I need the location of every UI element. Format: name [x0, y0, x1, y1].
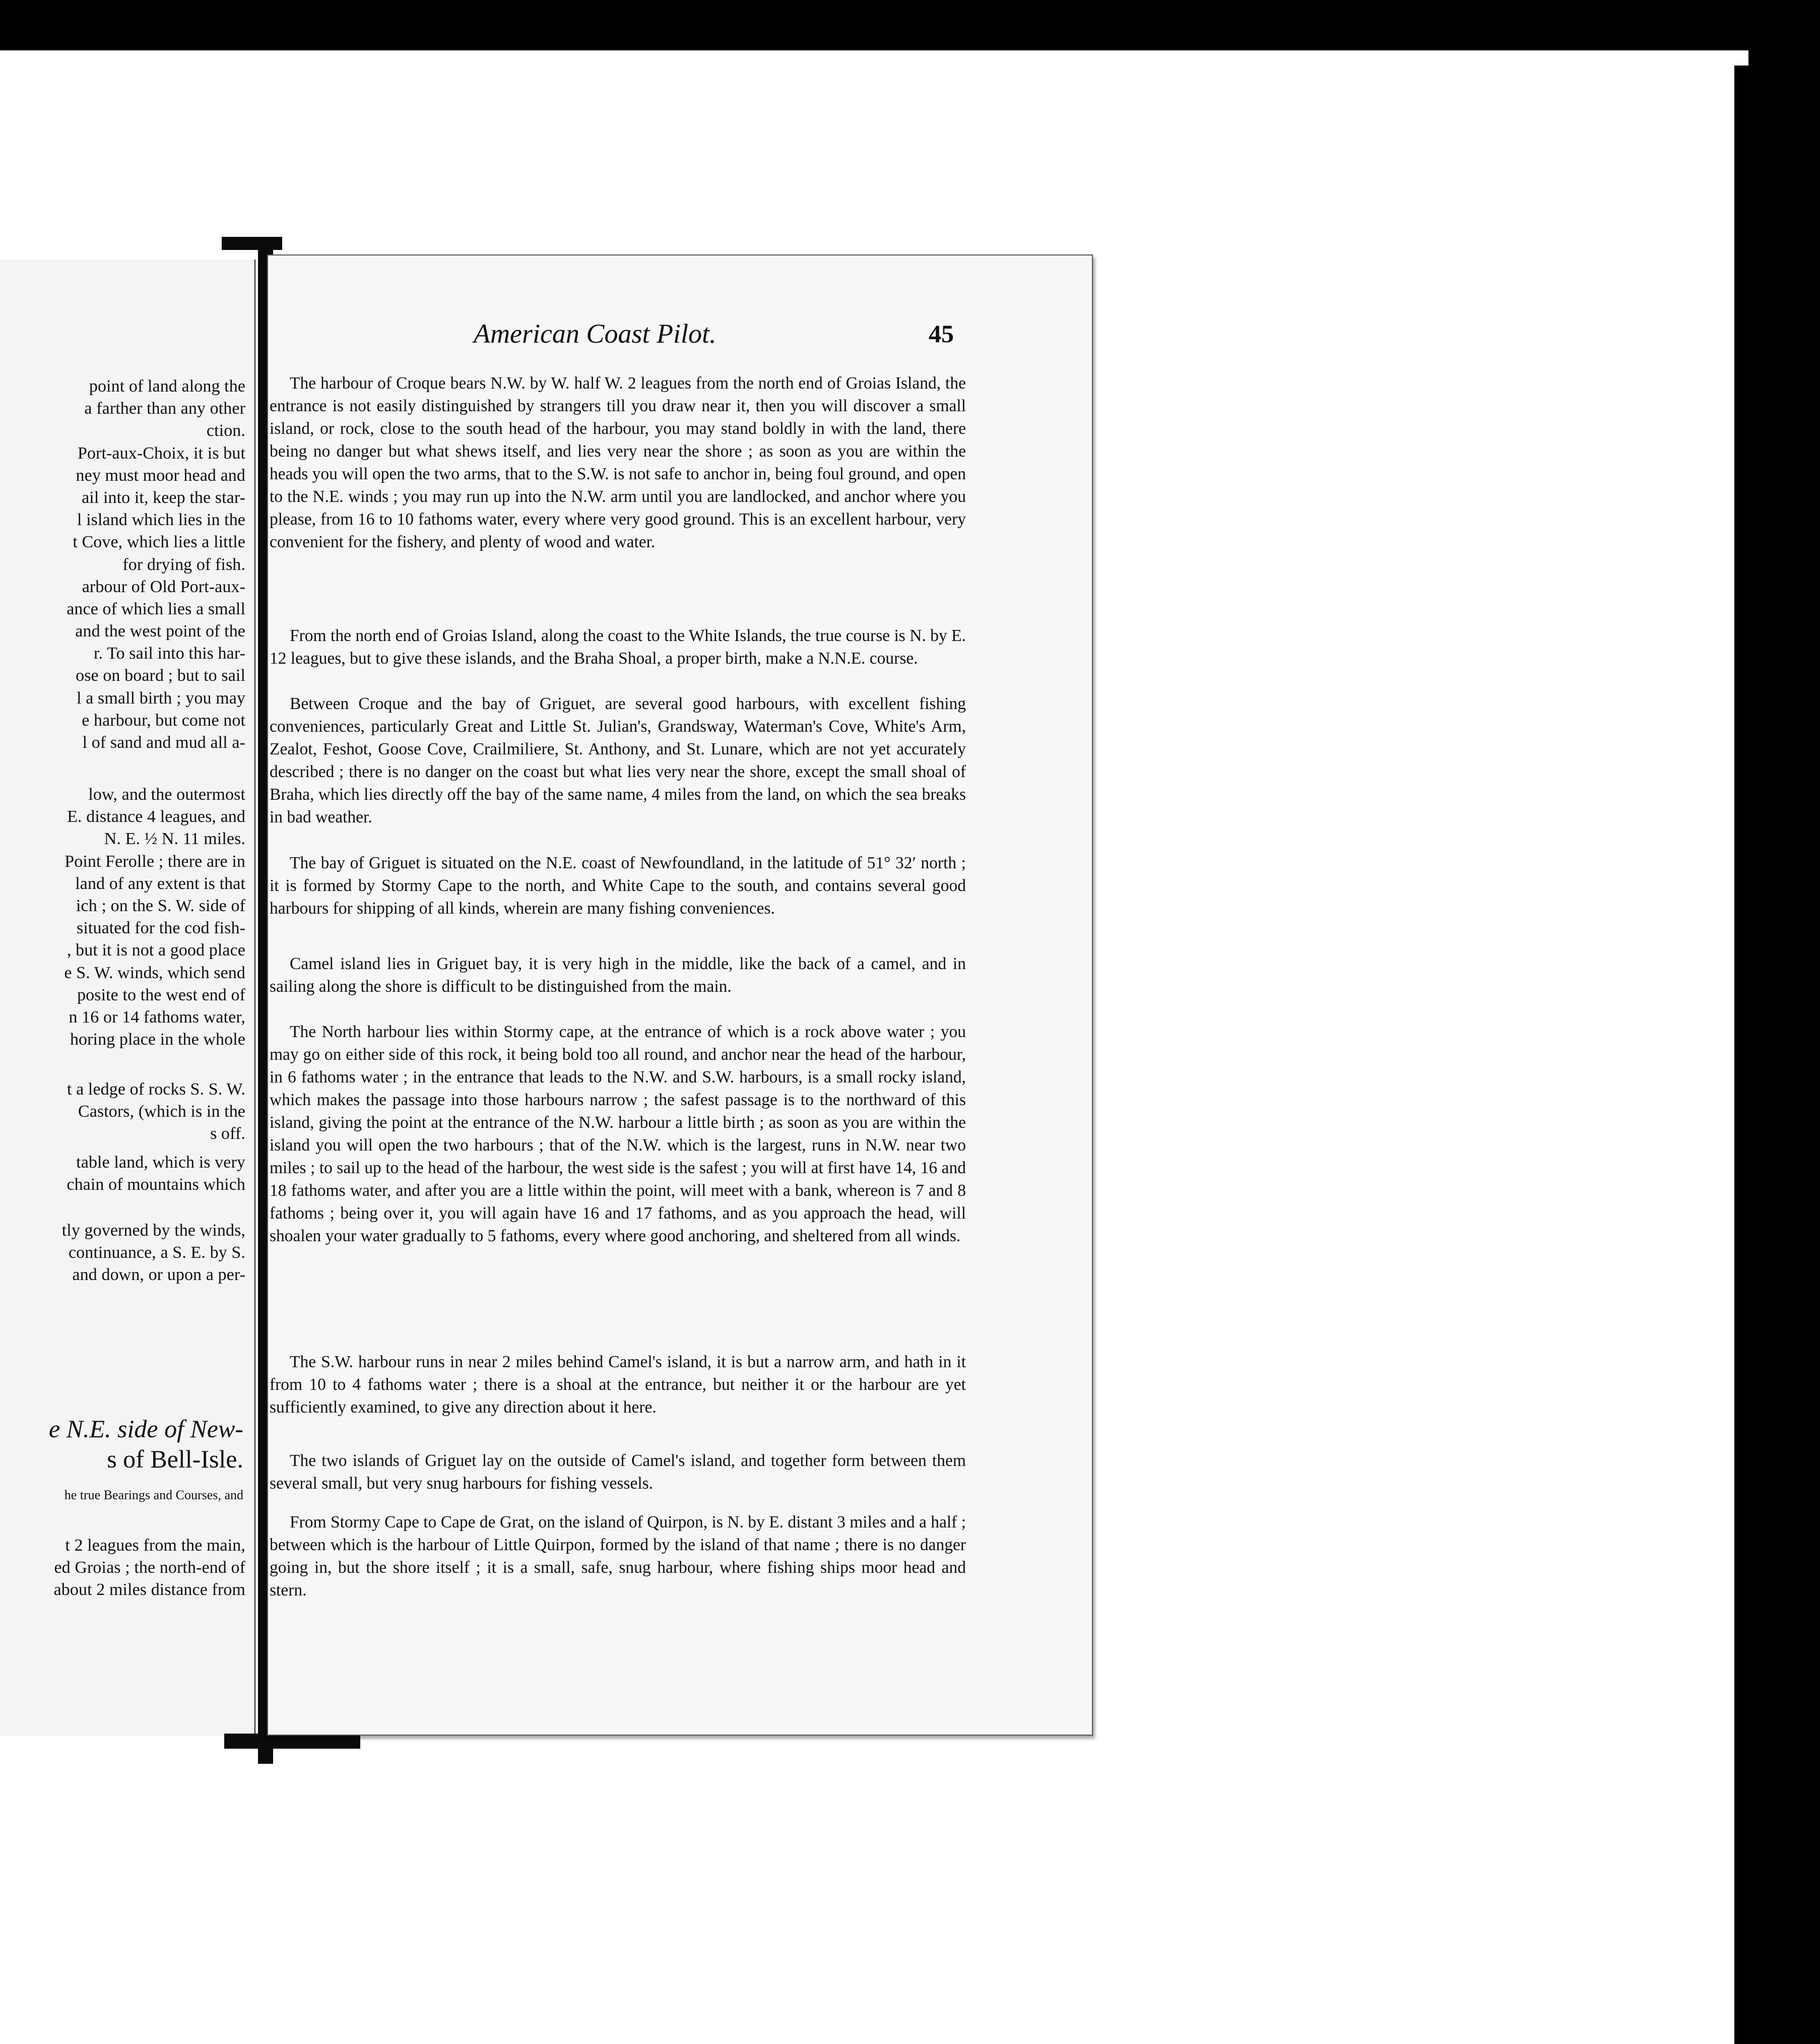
left-line: tly governed by the winds, — [61, 1221, 245, 1240]
left-line: Point Ferolle ; there are in — [64, 852, 245, 871]
left-line: a farther than any other — [84, 399, 245, 418]
left-line: l of sand and mud all a- — [82, 733, 245, 752]
left-line: r. To sail into this har- — [93, 644, 245, 663]
left-line: and the west point of the — [75, 622, 245, 641]
paragraph-bay-of-griguet: The bay of Griguet is situated on the N.E. coast of Newfoundland, in the latitude of 51° 32′ north ; it is formed by Stormy Cape to the north, and White Cape to the south, and contains several good harbours for shipping of all kinds, wherein are many fishing conveniences. — [270, 854, 966, 918]
left-line: posite to the west end of — [77, 985, 245, 1004]
paragraph-north-harbour: The North harbour lies within Stormy cape, at the entrance of which is a rock above water ; you may go on either side of this rock, it being bold too all round, and anchor near the head of the harbour, in 6 fathoms water ; in the entrance that leads to the N.W. and S.W. harbours, is a small rocky island, which makes the passage into those harbours narrow ; the safest passage is to the northward of this island, giving the point at the entrance of the N.W. harbour a little birth ; as soon as you are within the island you will open the two harbours ; that of the N.W. which is the largest, runs in N.W. near two miles ; to sail up to the head of the harbour, the west side is the safest ; you will at first have 14, 16 and 18 fathoms water, and after you are a little within the point, will meet with a bank, whereon is 7 and 8 fathoms ; being over it, you will again have 16 and 17 fathoms, and as you approach the head, will shoalen your water gradually to 5 fathoms, every where good anchoring, and sheltered from all winds. — [270, 1023, 966, 1245]
left-line: n 16 or 14 fathoms water, — [69, 1007, 245, 1027]
left-page — [0, 260, 255, 1736]
left-line: about 2 miles distance from — [53, 1580, 245, 1600]
left-line: table land, which is very — [76, 1153, 245, 1172]
paragraph-sw-harbour: The S.W. harbour runs in near 2 miles behind Camel's island, it is but a narrow arm, and hath in it from 10 to 4 fathoms water ; there is a shoal at the entrance, but neither it or the harbour are yet sufficiently examined, to give any direction about it here. — [270, 1353, 966, 1417]
book-spine-top — [222, 237, 282, 250]
left-line: ance of which lies a small — [67, 599, 245, 618]
book-spine-bottom — [224, 1734, 360, 1749]
left-line: t a ledge of rocks S. S. W. — [67, 1080, 245, 1099]
left-line: ich ; on the S. W. side of — [76, 896, 245, 915]
left-line: ed Groias ; the north-end of — [54, 1558, 245, 1577]
paragraph-croque: The harbour of Croque bears N.W. by W. half W. 2 leagues from the north end of Groias Island, the entrance is not easily distinguished by strangers till you draw near it, then you will discover a small island, or rock, close to the south head of the harbour, you may stand boldly in with the land, there being no danger but what shews itself, and lies very near the shore ; as soon as you are within the heads you will open the two arms, that to the S.W. is not safe to anchor in, being foul ground, and open to the N.E. winds ; you may run up into the N.W. arm until you are landlocked, and anchor where you please, from 16 to 10 fathoms water, every where very good ground. This is an excellent harbour, very convenient for the fishery, and plenty of wood and water. — [270, 374, 966, 551]
left-line: ney must moor head and — [76, 466, 245, 485]
page-number: 45 — [929, 320, 954, 348]
left-line: situated for the cod fish- — [77, 919, 245, 938]
left-line: , but it is not a good place — [67, 941, 245, 960]
left-page-block-5 — [0, 1220, 245, 1287]
left-line: t Cove, which lies a little — [73, 533, 245, 552]
paragraph-harbours-between: Between Croque and the bay of Griguet, are several good harbours, with excellent fishing conveniences, particularly Great and Little St. Julian's, Grandsway, Waterman's Cove, White's Arm, Zealot, Feshot, Goose Cove, Crailmiliere, St. Anthony, and St. Lunare, which are not yet accurately described ; there is no danger on the coast but what lies very near the shore, except the small shoal of Braha, which lies directly off the bay of the same name, 4 miles from the land, on which the sea breaks in bad weather. — [270, 694, 966, 826]
running-header-title: American Coast Pilot. — [474, 318, 717, 349]
paragraph-two-islands: The two islands of Griguet lay on the outside of Camel's island, and together form between them several small, but very snug harbours for fishing vessels. — [270, 1451, 966, 1493]
left-section-heading-1: e N.E. side of New- — [48, 1415, 243, 1443]
left-page-block-6 — [0, 1535, 245, 1602]
left-line: ction. — [206, 421, 245, 440]
left-line: horing place in the whole — [70, 1030, 245, 1049]
left-line: l island which lies in the — [77, 510, 245, 530]
left-line: chain of mountains which — [67, 1175, 245, 1194]
left-line: and down, or upon a per- — [72, 1265, 245, 1285]
paragraph-camel-island: Camel island lies in Griguet bay, it is very high in the middle, like the back of a camel, and in sailing along the shore is difficult to be distinguished from the main. — [270, 954, 966, 996]
left-page-block-3 — [0, 1078, 245, 1145]
left-line: low, and the outermost — [88, 785, 245, 804]
left-line: l a small birth ; you may — [77, 688, 245, 708]
left-line: Port-aux-Choix, it is but — [77, 443, 245, 463]
left-line: N. E. ½ N. 11 miles. — [104, 829, 245, 849]
left-page-block-4 — [0, 1152, 245, 1196]
left-line: e harbour, but come not — [82, 711, 245, 730]
left-line: t 2 leagues from the main, — [65, 1536, 245, 1555]
left-line: for drying of fish. — [122, 555, 245, 574]
left-line: Castors, (which is in the — [78, 1102, 245, 1121]
left-line: continuance, a S. E. by S. — [68, 1243, 245, 1262]
left-line: point of land along the — [89, 377, 245, 396]
left-line: E. distance 4 leagues, and — [67, 807, 245, 826]
scan-edge — [1734, 66, 1752, 2044]
left-line: s off. — [210, 1124, 245, 1143]
left-line: e S. W. winds, which send — [64, 963, 245, 982]
left-section-subheading: he true Bearings and Courses, and — [64, 1488, 243, 1502]
paragraph-groias-to-white-islands: From the north end of Groias Island, along the coast to the White Islands, the true course is N. by E. 12 leagues, but to give these islands, and the Braha Shoal, a proper birth, make a N.N.E. course. — [270, 626, 966, 668]
left-line: ail into it, keep the star- — [82, 488, 245, 507]
left-line: ose on board ; but to sail — [76, 666, 245, 685]
left-line: land of any extent is that — [75, 874, 245, 893]
left-page-block-2 — [0, 784, 245, 1051]
left-page-block-1 — [0, 375, 245, 754]
left-section-heading-2: s of Bell-Isle. — [107, 1445, 243, 1473]
paragraph-stormy-cape: From Stormy Cape to Cape de Grat, on the island of Quirpon, is N. by E. distant 3 miles and a half ; between which is the harbour of Little Quirpon, formed by the island of that name ; there is no danger going in, but the shore itself ; it is a small, safe, snug harbour, where fishing ships moor head and stern. — [270, 1513, 966, 1600]
left-line: arbour of Old Port-aux- — [82, 577, 245, 596]
